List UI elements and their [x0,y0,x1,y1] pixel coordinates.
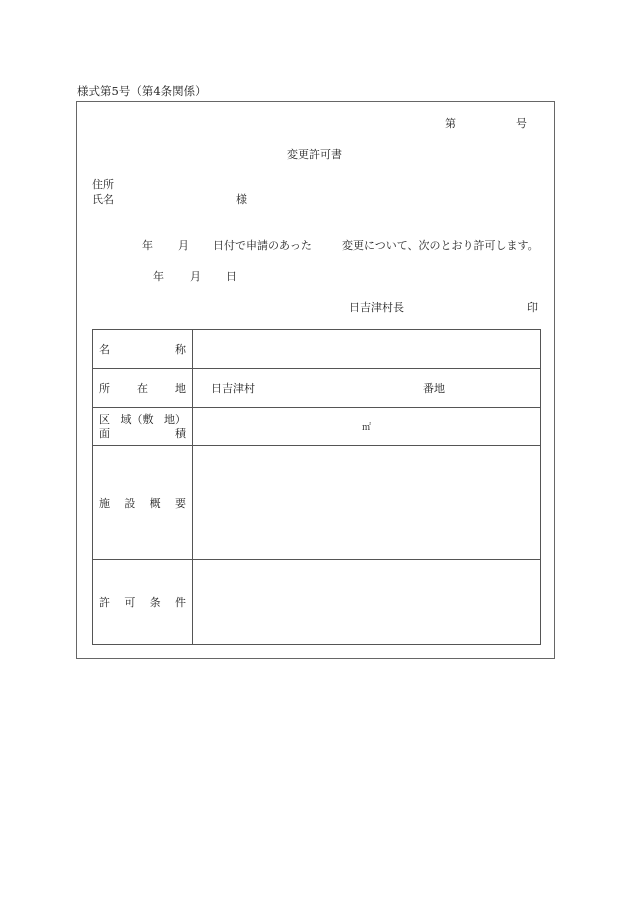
label-location [99,380,186,396]
value-area[interactable]: ㎡ [193,408,541,446]
seal-mark: 印 [527,301,538,314]
label-area-line2 [99,427,186,441]
number-prefix: 第 [445,117,456,130]
value-conditions[interactable] [193,560,541,645]
sentence-day-applied: 日付で申請のあった [213,239,312,252]
label-char: 施 [99,496,110,510]
label-char: 名 [99,343,110,356]
label-char: 称 [175,343,186,356]
sentence-rest: 変更について、次のとおり許可します。 [342,239,539,252]
table-row-location [93,369,541,408]
label-char: 可 [124,596,136,609]
label-char: 域（敷 [120,412,154,426]
value-name[interactable] [193,330,541,369]
form-number: 様式第5号（第4条関係） [77,84,207,98]
label-char: 積 [175,426,186,440]
table-row-facility [93,446,541,560]
value-facility[interactable] [193,446,541,560]
label-char: 条 [149,596,161,609]
honorific: 様 [236,193,247,206]
label-name [99,341,186,357]
table-row-name [93,330,541,369]
permit-table [92,329,541,645]
label-char: 設 [124,496,136,510]
label-char: 要 [174,496,186,510]
label-area-line1 [99,413,186,427]
table-row-conditions [93,560,541,645]
value-location[interactable] [193,369,541,408]
sentence-month: 月 [178,239,189,252]
address-label: 住所 [92,178,114,191]
document-title: 変更許可書 [287,148,342,161]
label-char: 地） [164,412,186,426]
lot-number-suffix: 番地 [423,382,445,395]
label-char: 在 [137,382,148,395]
sentence-year: 年 [142,239,153,252]
label-facility [99,495,186,511]
table-row-area [93,408,541,446]
label-char: 区 [99,412,110,426]
label-char: 許 [99,596,110,609]
label-char: 概 [149,496,161,510]
name-label: 氏名 [92,193,114,206]
village-name: 日吉津村 [211,382,255,395]
issuer: 日吉津村長 [349,301,404,314]
label-conditions [99,594,186,610]
label-char: 件 [174,596,186,609]
label-char: 地 [175,382,186,395]
label-char: 所 [99,382,110,395]
number-suffix: 号 [516,117,527,130]
date-month: 月 [190,270,201,283]
label-char: 面 [99,426,110,440]
date-day: 日 [226,270,237,283]
date-year: 年 [153,270,164,283]
